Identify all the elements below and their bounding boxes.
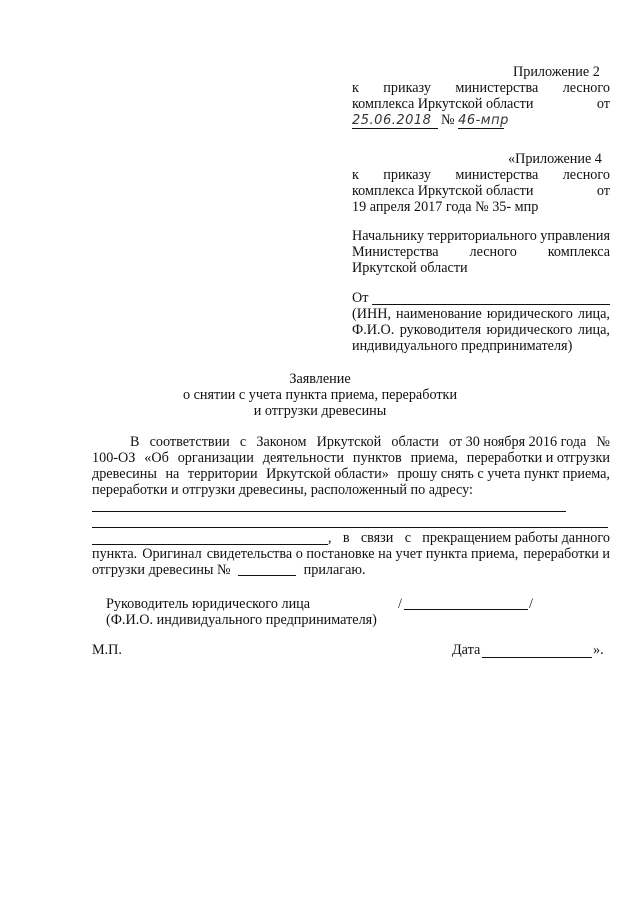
word: к [352, 80, 359, 96]
word: наименование [396, 306, 482, 322]
body-p2-line2 [92, 546, 610, 563]
stamp-label: М.П. [92, 642, 122, 658]
number-underline [458, 128, 504, 129]
word: пунктов [352, 450, 402, 466]
word: приказу [383, 167, 431, 183]
word: министерства [455, 167, 539, 183]
text: отгрузки древесины № [92, 562, 231, 578]
signature-line2: (Ф.И.О. индивидуального предпринимателя) [106, 612, 377, 628]
body-p1-line3 [92, 466, 610, 483]
appendix2-handwritten-line [352, 112, 509, 129]
word: с [404, 530, 411, 546]
text: комплекса Иркутской области [352, 96, 534, 112]
word: юридического [486, 306, 573, 322]
word: прошу снять с учета пункт приема, [397, 466, 610, 482]
word: Ф.И.О. [352, 322, 395, 338]
word: лица, [577, 306, 610, 322]
word: Оригинал [142, 546, 202, 562]
date-underline [352, 128, 438, 129]
word: управления [540, 228, 610, 244]
body-p1-line4: переработки и отгрузки древесины, расположенный по адресу: [92, 482, 473, 498]
text: комплекса Иркутской области [352, 183, 534, 199]
sender-line3: индивидуального предпринимателя) [352, 338, 573, 354]
word: комплекса [547, 244, 610, 260]
word: № [596, 434, 610, 450]
word: 100-ОЗ [92, 450, 136, 466]
word: Начальнику [352, 228, 425, 244]
word: организации [177, 450, 254, 466]
body-p2-line1 [328, 530, 610, 547]
word: прекращением работы данного [422, 530, 610, 546]
appendix4-title: «Приложение 4 [508, 151, 602, 167]
word: Законом [256, 434, 307, 450]
word: соответствии [149, 434, 230, 450]
signature-slash-open: / [398, 596, 402, 612]
statement-title: Заявление [289, 371, 351, 387]
appendix2-line1 [352, 80, 610, 97]
date-label: Дата [452, 642, 481, 658]
sender-line1 [352, 306, 610, 323]
word: Министерства [352, 244, 439, 260]
certificate-number-blank[interactable] [238, 575, 296, 576]
text: прилагаю. [303, 562, 366, 578]
body-p1-line2 [92, 450, 610, 467]
word: (ИНН, [352, 306, 392, 322]
sender-line2 [352, 322, 610, 339]
word: юридического [486, 322, 573, 338]
address-line-2[interactable] [92, 527, 608, 528]
word: лесного [469, 244, 517, 260]
word: приказу [383, 80, 431, 96]
word: Иркутской области» [266, 466, 389, 482]
addressee-line1 [352, 228, 610, 245]
word: области [391, 434, 439, 450]
word: с [239, 434, 247, 450]
word: , [328, 530, 332, 546]
appendix2-line2 [352, 96, 610, 113]
word: пункта. [92, 546, 138, 562]
word: на [165, 466, 180, 482]
word: лесного [562, 167, 610, 183]
word: В [130, 434, 140, 450]
appendix2-title: Приложение 2 [513, 64, 600, 80]
address-line-3[interactable] [92, 544, 328, 545]
from-label: От [352, 290, 369, 306]
appendix4-line1 [352, 167, 610, 184]
addressee-line2 [352, 244, 610, 261]
word: связи [360, 530, 394, 546]
text: от [596, 96, 610, 112]
word: «Об [144, 450, 169, 466]
word: приема, [410, 450, 458, 466]
word: Иркутской [316, 434, 382, 450]
word: лица, [577, 322, 610, 338]
word: территориального [427, 228, 537, 244]
date-end: ». [593, 642, 604, 658]
word: переработки и отгрузки [466, 450, 610, 466]
word: территории [187, 466, 258, 482]
signature-blank[interactable] [404, 609, 528, 610]
signature-line1: Руководитель юридического лица [106, 596, 311, 612]
word: деятельности [262, 450, 344, 466]
date-blank[interactable] [482, 657, 592, 658]
word: в [342, 530, 350, 546]
number-sign: № [440, 112, 455, 128]
body-p2-line3 [92, 562, 366, 579]
word: министерства [455, 80, 539, 96]
text: от [596, 183, 610, 199]
body-p1-line1 [130, 434, 610, 451]
handwritten-number: 46-мпр [458, 113, 509, 128]
from-field-line[interactable] [372, 304, 610, 305]
statement-subtitle-1: о снятии с учета пункта приема, переработки [182, 387, 458, 403]
word: древесины [92, 466, 157, 482]
appendix4-line3: 19 апреля 2017 года № 35- мпр [352, 199, 539, 215]
word: свидетельства о постановке на учет пункта приема, [206, 546, 519, 562]
handwritten-date: 25.06.2018 [352, 113, 432, 128]
address-line-1[interactable] [92, 511, 566, 512]
signature-slash-close: / [529, 596, 533, 612]
word: лесного [562, 80, 610, 96]
word: к [352, 167, 359, 183]
addressee-line3: Иркутской области [352, 260, 468, 276]
appendix4-line2 [352, 183, 610, 200]
word: руководителя [399, 322, 482, 338]
statement-subtitle-2: и отгрузки древесины [253, 403, 387, 419]
word: от 30 ноября 2016 года [448, 434, 587, 450]
word: переработки и [523, 546, 610, 562]
